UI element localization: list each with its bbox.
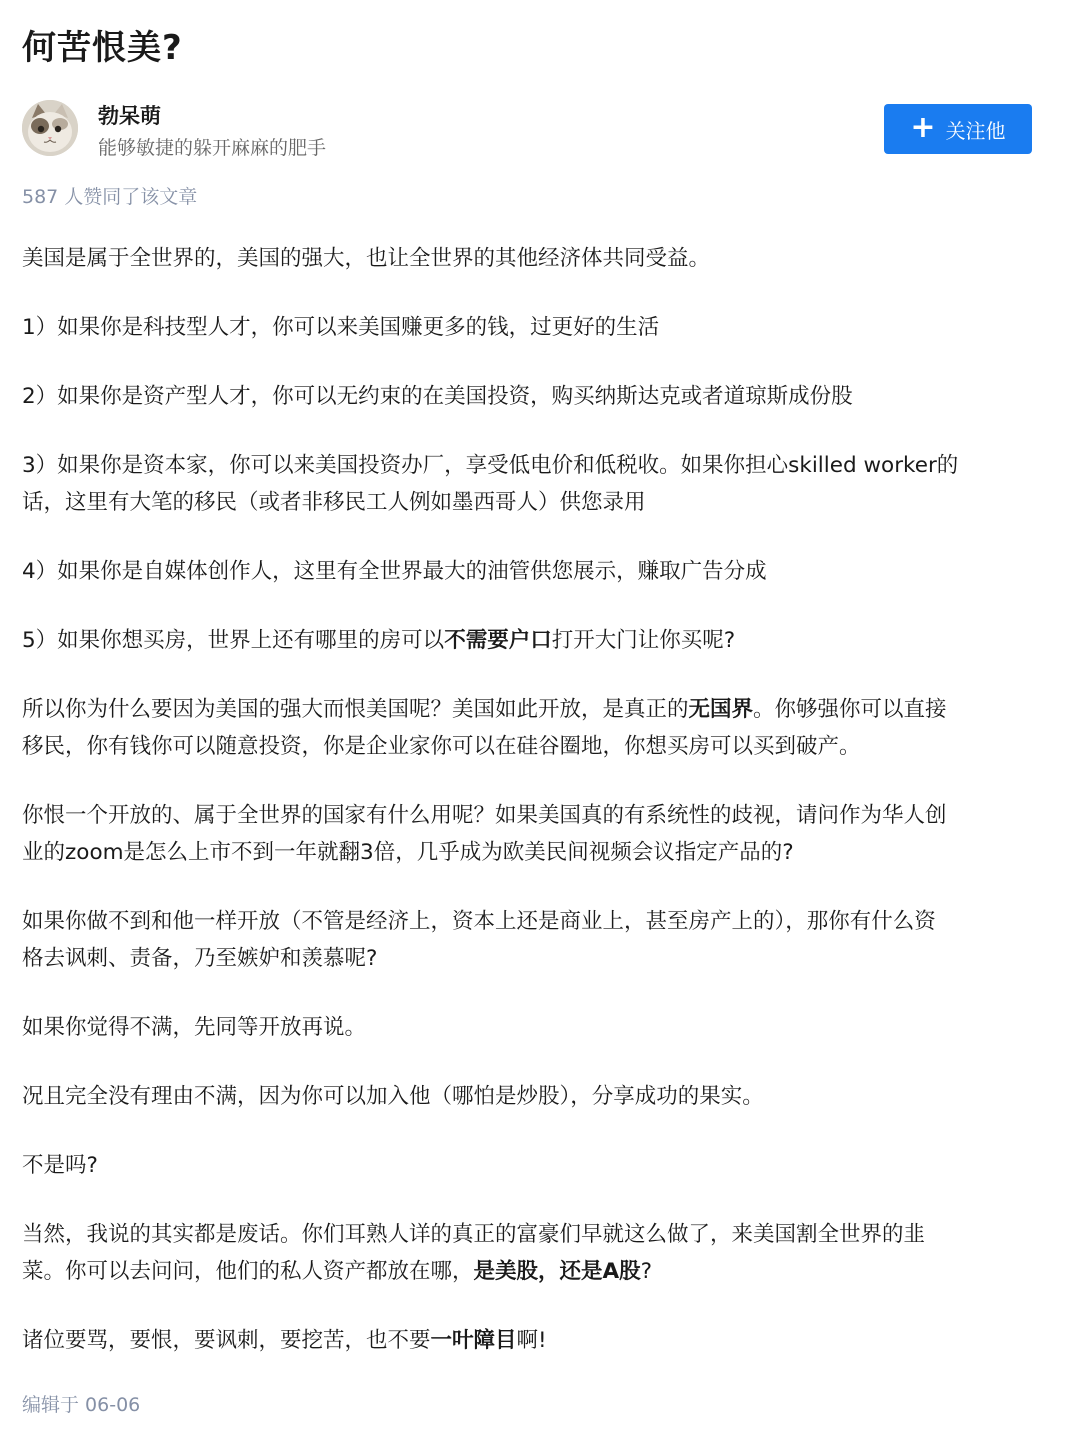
paragraph [22, 903, 1038, 977]
author-card [22, 100, 1034, 160]
bold-text: 不需要户口 [444, 628, 552, 653]
follow-label: 关注他 [945, 118, 1006, 143]
paragraph [22, 691, 1038, 765]
author-bio: 能够敏捷的躲开麻麻的肥手 [98, 137, 327, 159]
paragraph-line: 当然，我说的其实都是废话。你们耳熟人详的真正的富豪们早就这么做了，来美国割全世界的韭 [22, 1222, 926, 1247]
paragraph-line: 如果你做不到和他一样开放（不管是经济上，资本上还是商业上，甚至房产上的），那你有什么资 [22, 909, 936, 934]
paragraph [22, 622, 1038, 659]
paragraph: 2）如果你是资产型人才，你可以无约束的在美国投资，购买纳斯达克或者道琼斯成份股 [22, 384, 853, 409]
paragraph-line: 业的zoom是怎么上市不到一年就翻3倍，几乎成为欧美民间视频会议指定产品的? [22, 840, 794, 865]
paragraph-line: 移民，你有钱你可以随意投资，你是企业家你可以在硅谷圈地，你想买房可以买到破产。 [22, 734, 861, 759]
edit-time: 编辑于 06-06 [22, 1394, 141, 1416]
likes-count[interactable]: 587 人赞同了该文章 [22, 186, 198, 208]
paragraph: 4）如果你是自媒体创作人，这里有全世界最大的油管供您展示，赚取广告分成 [22, 559, 767, 584]
paragraph [22, 797, 1038, 871]
text-run: 诸位要骂，要恨，要讽刺，要挖苦，也不要 [22, 1328, 431, 1353]
follow-button[interactable] [884, 104, 1032, 154]
cat-avatar-icon[interactable] [22, 100, 78, 156]
text-run: 打开大门让你买呢? [551, 628, 736, 653]
paragraph: 不是吗? [22, 1153, 98, 1178]
paragraph-line: 话，这里有大笔的移民（或者非移民工人例如墨西哥人）供您录用 [22, 490, 646, 515]
text-run: 5）如果你想买房，世界上还有哪里的房可以 [22, 628, 445, 653]
paragraph: 1）如果你是科技型人才，你可以来美国赚更多的钱，过更好的生活 [22, 315, 660, 340]
text-run: 啊! [516, 1328, 547, 1353]
paragraph [22, 1322, 1038, 1359]
paragraph-line [22, 691, 1038, 728]
bold-text: 一叶障目 [430, 1328, 517, 1353]
paragraph: 况且完全没有理由不满，因为你可以加入他（哪怕是炒股），分享成功的果实。 [22, 1084, 764, 1109]
paragraph-line: 3）如果你是资本家，你可以来美国投资办厂，享受低电价和低税收。如果你担心skilled worker的 [22, 453, 959, 478]
text-run: 菜。你可以去问问，他们的私人资产都放在哪， [22, 1259, 474, 1284]
text-run: 。你够强你可以直接 [753, 697, 947, 722]
paragraph-line: 格去讽刺、责备，乃至嫉妒和羡慕呢? [22, 946, 378, 971]
author-name[interactable]: 勃呆萌 [98, 104, 161, 128]
paragraph-line: 你恨一个开放的、属于全世界的国家有什么用呢？如果美国真的有系统性的歧视，请问作为华人创 [22, 803, 947, 828]
plus-icon: + [910, 109, 936, 145]
paragraph-line [22, 1253, 1038, 1290]
text-run: 所以你为什么要因为美国的强大而恨美国呢？美国如此开放，是真正的 [22, 697, 689, 722]
paragraph [22, 447, 1038, 521]
bold-text: 无国界 [688, 697, 754, 722]
bold-text: 是美股，还是A股 [473, 1259, 641, 1284]
text-run: ? [640, 1259, 653, 1284]
article-title: 何苦恨美? [22, 28, 183, 68]
article-body [22, 240, 1038, 1359]
paragraph: 美国是属于全世界的，美国的强大，也让全世界的其他经济体共同受益。 [22, 246, 711, 271]
paragraph: 如果你觉得不满，先同等开放再说。 [22, 1015, 367, 1040]
paragraph [22, 1216, 1038, 1290]
